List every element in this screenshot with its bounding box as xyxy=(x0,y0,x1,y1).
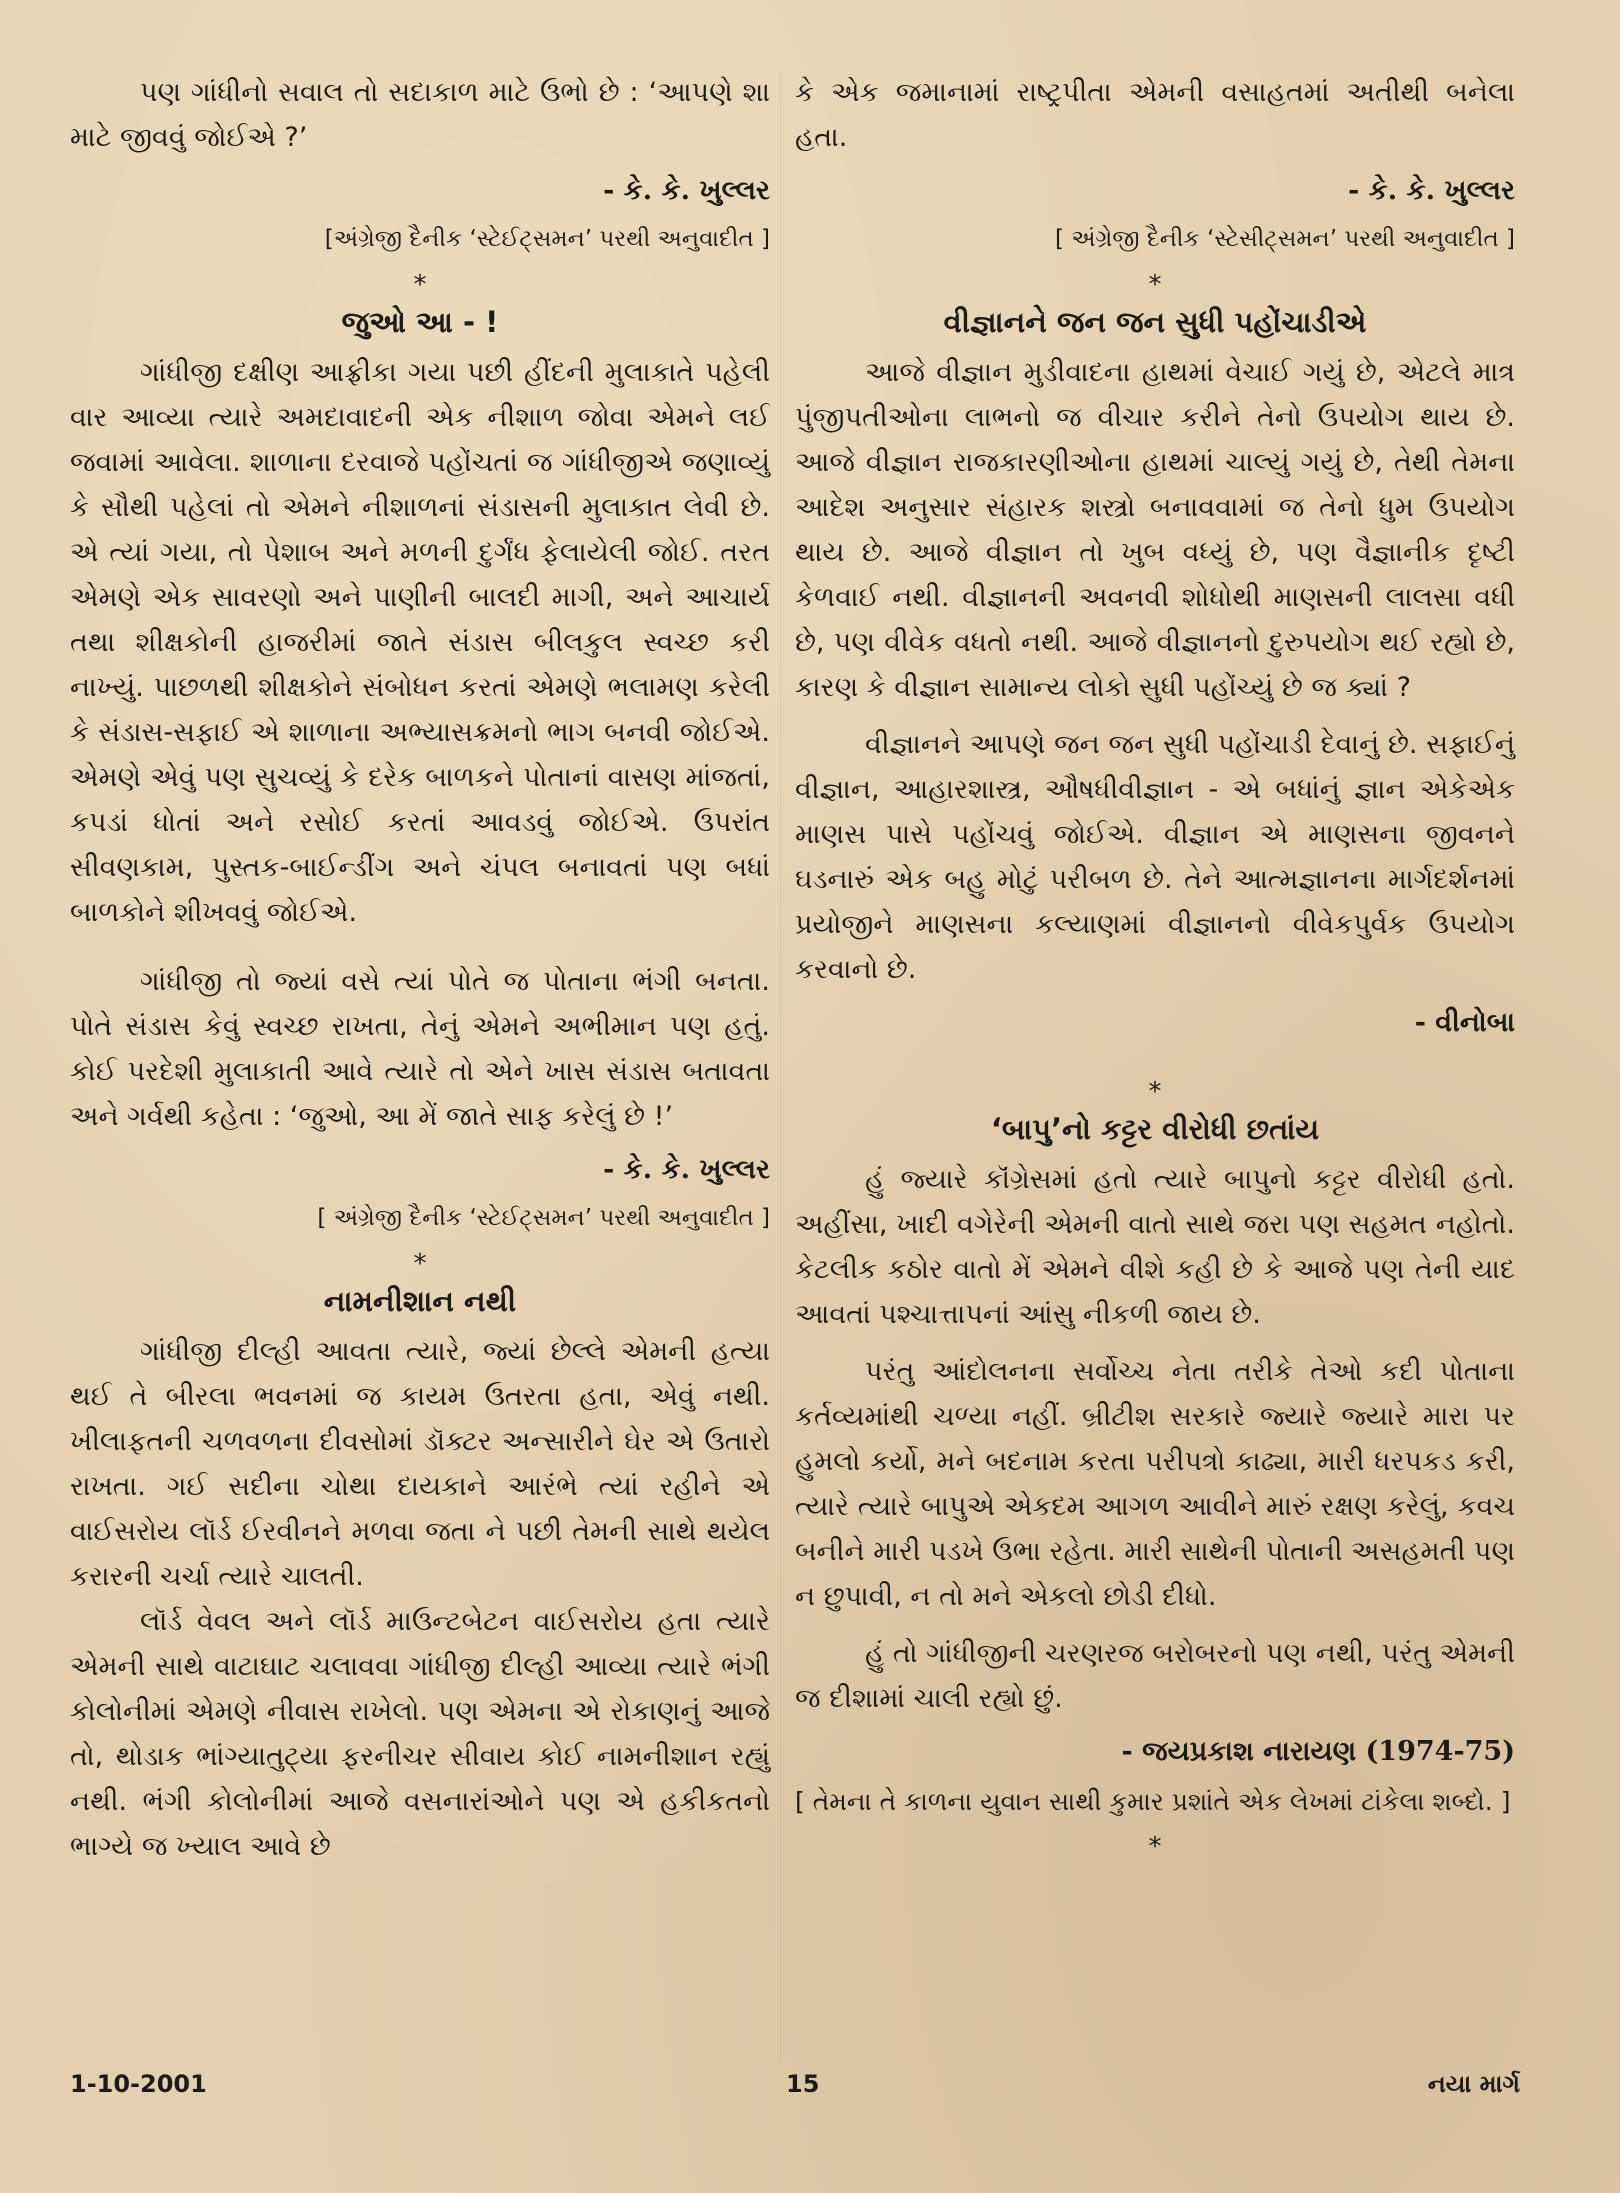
column-divider xyxy=(780,70,781,2060)
page-number: 15 xyxy=(786,2070,820,2098)
right-column xyxy=(795,70,1515,1862)
separator-star: * xyxy=(1148,1832,1162,1862)
article-paragraph: ગાંધીજી દક્ષીણ આફ્રીકા ગયા પછી હીંદની મુલાકાતે પહેલી વાર આવ્યા ત્યારે અમદાવાદની એક નીશાળ જોવા એમને લઈ જવામાં આવેલા. શાળાના દરવાજે પહોંચતાં જ ગાંધીજીએ જણાવ્યું કે સૌથી પહેલાં તો એમને નીશાળનાં સંડાસની મુલાકાત લેવી છે. એ ત્યાં ગયા, તો પેશાબ અને મળની દુર્ગંધ ફેલાયેલી જોઈ. તરત એમણે એક સાવરણો અને પાણીની બાલદી માગી, અને આચાર્ય તથા શીક્ષકોની હાજરીમાં જાતે સંડાસ બીલકુલ સ્વચ્છ કરી નાખ્યું. પાછળથી શીક્ષકોને સંબોધન કરતાં એમણે ભલામણ કરેલી કે સંડાસ-સફાઈ એ શાળાના અભ્યાસક્રમનો ભાગ બનવી જોઈએ. એમણે એવું પણ સુચવ્યું કે દરેક બાળકને પોતાનાં વાસણ માંજતાં, કપડાં ધોતાં અને રસોઈ કરતાં આવડવું જોઈએ. ઉપરાંત સીવણકામ, પુસ્તક-બાઈન્ડીંગ અને ચંપલ બનાવતાં પણ બધાં બાળકોને શીખવવું જોઈએ. xyxy=(70,357,770,928)
article-paragraph: ગાંધીજી તો જ્યાં વસે ત્યાં પોતે જ પોતાના ભંગી બનતા. પોતે સંડાસ કેવું સ્વચ્છ રાખતા, તેનું એમને અભીમાન પણ હતું. કોઈ પરદેશી મુલાકાતી આવે ત્યારે તો એને ખાસ સંડાસ બતાવતા અને ગર્વથી કહેતા : ‘જુઓ, આ મેં જાતે સાફ કરેલું છે !’ xyxy=(70,966,770,1132)
separator-star: * xyxy=(413,270,427,300)
intro-author: - કે. કે. ખુલ્લર xyxy=(603,175,770,206)
article-title: જુઓ આ - ! xyxy=(341,305,499,339)
article-bapu xyxy=(795,1045,1515,1862)
article-paragraph: લૉર્ડ વેવલ અને લૉર્ડ માઉન્ટબેટન વાઈસરોય હતા ત્યારે એમની સાથે વાટાઘાટ ચલાવવા ગાંધીજી દીલ્હી આવ્યા ત્યારે ભંગી કોલોનીમાં એમણે નીવાસ રાખેલો. પણ એમના એ રોકાણનું આજે તો, થોડાક ભાંગ્યાતુટ્યા ફરનીચર સીવાય કોઈ નામનીશાન રહ્યું નથી. ભંગી કોલોનીમાં આજે વસનારાંઓને પણ એ હકીકતનો ભાગ્યે જ ખ્યાલ આવે છે xyxy=(70,1606,770,1862)
naamnishaan-continued xyxy=(795,70,1515,262)
magazine-name: નયા માર્ગ xyxy=(1427,2070,1520,2098)
left-column xyxy=(70,70,770,1869)
article-paragraph: વીજ્ઞાનને આપણે જન જન સુધી પહોંચાડી દેવાનું છે. સફાઈનું વીજ્ઞાન, આહારશાસ્ત્ર, ઔષધીવીજ્ઞાન - એ બધાંનું જ્ઞાન એકેએક માણસ પાસે પહોંચવું જોઈએ. વીજ્ઞાન એ માણસના જીવનને ઘડનારું એક બહુ મોટું પરીબળ છે. તેને આત્મજ્ઞાનના માર્ગદર્શનમાં પ્રયોજીને માણસના કલ્યાણમાં વીજ્ઞાનનો વીવેકપુર્વક ઉપયોગ કરવાનો છે. xyxy=(795,729,1515,985)
article-juo-aa xyxy=(70,270,770,1241)
separator-star: * xyxy=(1148,270,1162,300)
article-paragraph: હું જ્યારે કૉંગ્રેસમાં હતો ત્યારે બાપુનો કટ્ટર વીરોધી હતો. અહીંસા, ખાદી વગેરેની એમની વાતો સાથે જરા પણ સહમત નહોતો. કેટલીક કઠોર વાતો મેં એમને વીશે કહી છે કે આજે પણ તેની યાદ આવતાં પશ્ચાત્તાપનાં આંસુ નીકળી જાય છે. xyxy=(795,1164,1515,1330)
separator-star: * xyxy=(413,1249,427,1279)
intro-source-note: [અંગ્રેજી દૈનીક ‘સ્ટેઈટ્સમન’ પરથી અનુવાદીત ] xyxy=(324,226,770,252)
article-source-note: [ અંગ્રેજી દૈનીક ‘સ્ટેસીટ્સમન’ પરથી અનુવાદીત ] xyxy=(1054,226,1515,252)
article-author: - વીનોબા xyxy=(1414,1007,1515,1038)
issue-date: 1-10-2001 xyxy=(70,2070,207,2098)
article-note: [ તેમના તે કાળના યુવાન સાથી કુમાર પ્રશાંતે એક લેખમાં ટાંકેલા શબ્દો. ] xyxy=(795,1787,1511,1816)
article-author: - કે. કે. ખુલ્લર xyxy=(1348,175,1515,206)
article-title: નામનીશાન નથી xyxy=(323,1284,517,1318)
intro-paragraph: પણ ગાંધીનો સવાલ તો સદાકાળ માટે ઉભો છે : ‘આપણે શા માટે જીવવું જોઈએ ?’ xyxy=(70,77,770,153)
article-title: વીજ્ઞાનને જન જન સુધી પહોંચાડીએ xyxy=(943,305,1367,339)
article-paragraph: આજે વીજ્ઞાન મુડીવાદના હાથમાં વેચાઈ ગયું છે, એટલે માત્ર પુંજીપતીઓના લાભનો જ વીચાર કરીને તેનો ઉપયોગ થાય છે. આજે વીજ્ઞાન રાજકારણીઓના હાથમાં ચાલ્યું ગયું છે, તેથી તેમના આદેશ અનુસાર સંહારક શસ્ત્રો બનાવવામાં જ તેનો ધુમ ઉપયોગ થાય છે. આજે વીજ્ઞાન તો ખુબ વધ્યું છે, પણ વૈજ્ઞાનીક દૃષ્ટી કેળવાઈ નથી. વીજ્ઞાનની અવનવી શોધોથી માણસની લાલસા વધી છે, પણ વીવેક વધતો નથી. આજે વીજ્ઞાનનો દુરુપયોગ થઈ રહ્યો છે, કારણ કે વીજ્ઞાન સામાન્ય લોકો સુધી પહોંચ્યું છે જ ક્યાં ? xyxy=(795,357,1515,703)
article-author: - જયપ્રકાશ નારાયણ (1974-75) xyxy=(1121,1736,1515,1767)
article-vigyan xyxy=(795,270,1515,1045)
article-source-note: [ અંગ્રેજી દૈનીક ‘સ્ટેઈટ્સમન’ પરથી અનુવાદીત ] xyxy=(317,1205,770,1231)
article-author: - કે. કે. ખુલ્લર xyxy=(603,1154,770,1185)
article-paragraph: ગાંધીજી દીલ્હી આવતા ત્યારે, જ્યાં છેલ્લે એમની હત્યા થઈ તે બીરલા ભવનમાં જ કાયમ ઉતરતા હતા, એવું નથી. ખીલાફતની ચળવળના દીવસોમાં ડૉક્ટર અન્સારીને ઘેર એ ઉતારો રાખતા. ગઈ સદીના ચોથા દાયકાને આરંભે ત્યાં રહીને એ વાઈસરોય લૉર્ડ ઈરવીનને મળવા જતા ને પછી તેમની સાથે થયેલ કરારની ચર્ચા ત્યારે ચાલતી. xyxy=(70,1336,770,1592)
article-naamnishaan xyxy=(70,1249,770,1869)
page-footer xyxy=(70,2070,1520,2110)
article-paragraph: પરંતુ આંદોલનના સર્વોચ્ચ નેતા તરીકે તેઓ કદી પોતાના કર્તવ્યમાંથી ચળ્યા નહીં. બ્રીટીશ સરકારે જ્યારે જ્યારે મારા પર હુમલો કર્યો, મને બદનામ કરતા પરીપત્રો કાઢ્યા, મારી ધરપકડ કરી, ત્યારે ત્યારે બાપુએ એકદમ આગળ આવીને મારું રક્ષણ કરેલું, કવચ બનીને મારી પડખે ઉભા રહેતા. મારી સાથેની પોતાની અસહમતી પણ ન છુપાવી, ન તો મને એકલો છોડી દીધો. xyxy=(795,1356,1515,1612)
article-paragraph: કે એક જમાનામાં રાષ્ટ્રપીતા એમની વસાહતમાં અતીથી બનેલા હતા. xyxy=(795,77,1515,153)
article-paragraph: હું તો ગાંધીજીની ચરણરજ બરોબરનો પણ નથી, પરંતુ એમની જ દીશામાં ચાલી રહ્યો છું. xyxy=(795,1638,1515,1714)
article-title: ‘બાપુ’નો કટ્ટર વીરોધી છતાંય xyxy=(990,1112,1320,1146)
intro-article-ending xyxy=(70,70,770,262)
separator-star: * xyxy=(1148,1077,1162,1107)
